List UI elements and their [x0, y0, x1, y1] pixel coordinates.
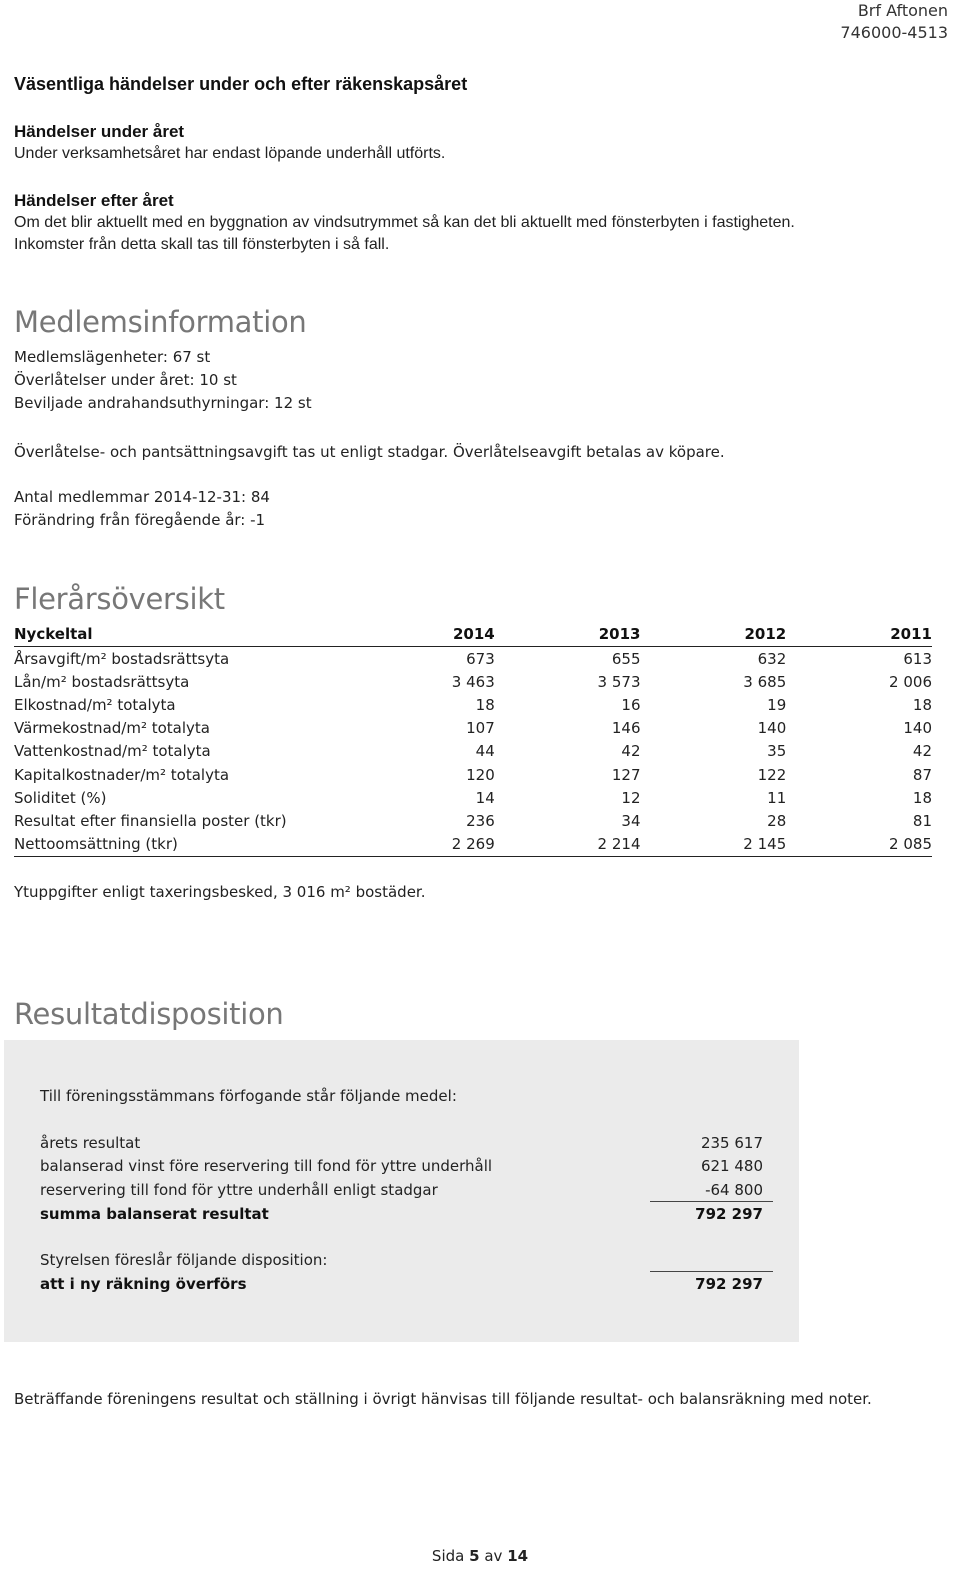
item-label: reservering till fond för yttre underhåll enligt stadgar: [40, 1181, 438, 1199]
table-cell: 2 085: [786, 833, 932, 857]
item-amount: -64 800: [705, 1181, 763, 1199]
carry-divider: [650, 1271, 773, 1272]
table-cell: 42: [912, 742, 932, 761]
members-fees-block: [14, 441, 725, 464]
table-row: [14, 809, 932, 832]
table-cell: 236: [466, 811, 495, 830]
disposition-proposal-row: [40, 1249, 773, 1272]
org-name: Brf Aftonen: [857, 1, 948, 20]
org-number: 746000-4513: [840, 23, 948, 42]
overview-table: [14, 622, 932, 857]
members-info: [14, 346, 312, 415]
table-cell: 35: [767, 742, 787, 761]
members-title: Medlemsinformation: [14, 305, 307, 339]
table-row: [14, 693, 932, 716]
sum-label: summa balanserat resultat: [40, 1205, 269, 1223]
item-amount: 621 480: [700, 1157, 763, 1175]
disposition-title: Resultatdisposition: [14, 997, 284, 1031]
disposition-item-row: [40, 1155, 773, 1178]
members-sublets: Beviljade andrahandsuthyrningar: 12 st: [14, 394, 312, 412]
table-cell: 140: [757, 719, 787, 738]
table-cell: 146: [611, 719, 641, 738]
table-cell: 14: [475, 788, 495, 807]
disposition-section: [14, 996, 284, 1032]
table-cell: 140: [903, 719, 932, 738]
table-cell: Årsavgift/m² bostadsrättsyta: [14, 649, 230, 668]
page-header: [840, 0, 948, 44]
table-cell: 2 214: [495, 833, 641, 857]
disposition-sum-row: [40, 1203, 773, 1226]
table-cell: 120: [466, 765, 495, 784]
table-cell: 613: [903, 649, 932, 668]
disposition-box: [4, 1040, 799, 1342]
table-cell: 3 573: [597, 672, 641, 691]
after-heading: Händelser efter året: [14, 191, 174, 210]
item-amount: 235 617: [700, 1134, 763, 1152]
table-cell: 44: [475, 742, 495, 761]
during-heading: Händelser under året: [14, 122, 185, 141]
members-count-block: [14, 486, 270, 532]
events-during: [14, 121, 445, 165]
overview-header-row: [14, 622, 932, 647]
table-cell: 127: [611, 765, 641, 784]
header-cell: Nyckeltal: [14, 622, 349, 647]
header-cell: 2012: [641, 622, 787, 647]
table-cell: Elkostnad/m² totalyta: [14, 695, 176, 714]
members-section: [14, 304, 307, 340]
members-change: Förändring från föregående år: -1: [14, 511, 266, 529]
overview-section: [14, 581, 225, 617]
table-cell: Värmekostnad/m² totalyta: [14, 719, 210, 738]
table-cell: Resultat efter finansiella poster (tkr): [14, 811, 287, 830]
table-cell: 107: [466, 719, 495, 738]
table-cell: 673: [466, 649, 495, 668]
members-count: Antal medlemmar 2014-12-31: 84: [14, 488, 270, 506]
table-row: [14, 833, 932, 857]
table-cell: 28: [767, 811, 787, 830]
members-apartments: Medlemslägenheter: 67 st: [14, 348, 211, 366]
sum-amount: 792 297: [695, 1205, 763, 1223]
table-cell: 3 463: [451, 672, 495, 691]
overview-title: Flerårsöversikt: [14, 582, 225, 616]
disposition-item-row: [40, 1179, 773, 1202]
disposition-intro-row: [40, 1085, 773, 1108]
footer-prefix: Sida: [431, 1547, 465, 1565]
table-cell: 12: [621, 788, 641, 807]
table-row: [14, 717, 932, 740]
table-cell: Lån/m² bostadsrättsyta: [14, 672, 190, 691]
overview-note: Ytuppgifter enligt taxeringsbesked, 3 016 m² bostäder.: [14, 883, 426, 901]
table-row: [14, 763, 932, 786]
table-cell: 19: [767, 695, 787, 714]
table-cell: 81: [912, 811, 932, 830]
proposal-text: Styrelsen föreslår följande disposition:: [40, 1251, 328, 1269]
table-cell: Vattenkostnad/m² totalyta: [14, 742, 211, 761]
table-row: [14, 670, 932, 693]
after-text-2: Inkomster från detta skall tas till fönsterbyten i så fall.: [14, 236, 390, 253]
after-text-1: Om det blir aktuellt med en byggnation av vindsutrymmet så kan det bli aktuellt med fönsterbyten i fastigheten.: [14, 214, 795, 231]
header-cell: 2013: [495, 622, 641, 647]
carry-label: att i ny räkning överförs: [40, 1275, 247, 1293]
overview-note-block: [14, 881, 425, 904]
table-cell: 3 685: [743, 672, 787, 691]
carry-amount: 792 297: [695, 1275, 763, 1293]
closing-block: [14, 1388, 872, 1411]
during-text: Under verksamhetsåret har endast löpande underhåll utförts.: [14, 145, 446, 162]
table-cell: 42: [621, 742, 641, 761]
table-cell: Kapitalkostnader/m² totalyta: [14, 765, 230, 784]
disposition-item-row: [40, 1132, 773, 1155]
table-row: [14, 740, 932, 763]
table-row: [14, 647, 932, 671]
header-cell: 2014: [349, 622, 495, 647]
members-transfers: Överlåtelser under året: 10 st: [14, 371, 237, 389]
disposition-carry-row: [40, 1273, 773, 1296]
table-cell: 87: [912, 765, 932, 784]
events-title: Väsentliga händelser under och efter räkenskapsåret: [14, 74, 468, 94]
sum-divider: [650, 1201, 773, 1202]
table-cell: 11: [767, 788, 787, 807]
table-cell: 2 269: [349, 833, 495, 857]
members-fees: Överlåtelse- och pantsättningsavgift tas ut enligt stadgar. Överlåtelseavgift betalas av köpare.: [14, 443, 725, 461]
table-cell: 2 006: [889, 672, 932, 691]
disposition-intro: Till föreningsstämmans förfogande står följande medel:: [40, 1087, 457, 1105]
table-cell: 34: [621, 811, 641, 830]
table-cell: 18: [912, 788, 932, 807]
table-cell: 655: [611, 649, 641, 668]
table-cell: 16: [621, 695, 641, 714]
table-row: [14, 786, 932, 809]
table-cell: 632: [757, 649, 787, 668]
events-section: [14, 73, 467, 95]
header-cell: 2011: [786, 622, 932, 647]
table-cell: 2 145: [641, 833, 787, 857]
item-label: balanserad vinst före reservering till fond för yttre underhåll: [40, 1157, 493, 1175]
table-cell: 18: [475, 695, 495, 714]
table-cell: 122: [757, 765, 787, 784]
table-cell: 18: [912, 695, 932, 714]
footer-current-page: 5: [469, 1547, 480, 1565]
item-label: årets resultat: [40, 1134, 141, 1152]
events-after: [14, 190, 795, 256]
closing-text: Beträffande föreningens resultat och ställning i övrigt hänvisas till följande resultat- och balansräkning med noter.: [14, 1390, 872, 1408]
footer-total-pages: 14: [507, 1547, 529, 1565]
table-cell: Nettoomsättning (tkr): [14, 833, 349, 857]
table-cell: Soliditet (%): [14, 788, 107, 807]
footer-sep: av: [484, 1547, 503, 1565]
page-footer: [0, 1547, 960, 1565]
